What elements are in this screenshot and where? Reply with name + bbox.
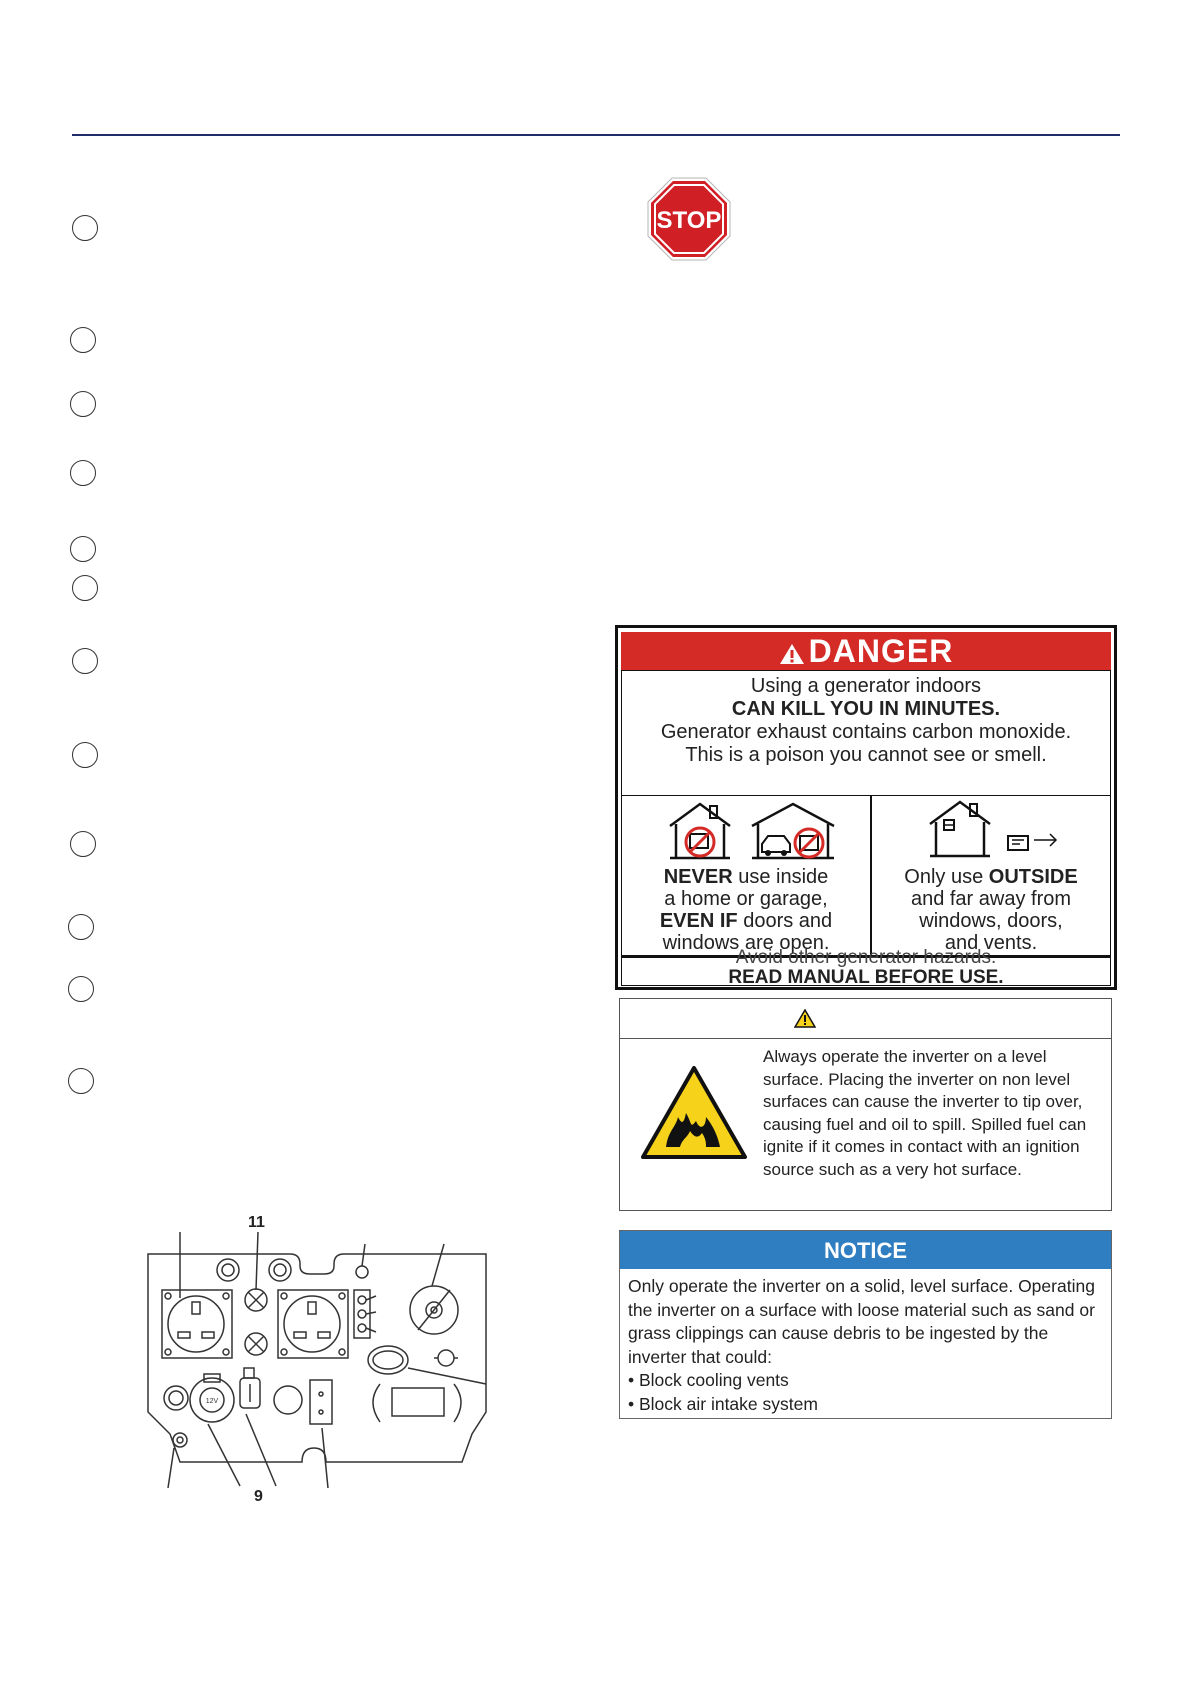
header-rule — [72, 134, 1120, 136]
danger-pictograms — [621, 796, 1111, 956]
danger-line-3: Generator exhaust contains carbon monoxide. — [660, 721, 1072, 743]
stop-text: STOP — [656, 207, 722, 234]
never-text — [622, 866, 870, 954]
outside-word: OUTSIDE — [988, 866, 1078, 888]
danger-line-2: CAN KILL YOU IN MINUTES. — [731, 698, 1001, 720]
danger-footer — [621, 947, 1111, 988]
step-circle-10 — [68, 914, 94, 940]
danger-intro — [621, 670, 1111, 796]
warning-label — [619, 998, 1112, 1211]
never-word: NEVER — [663, 866, 733, 888]
warning-triangle-icon — [779, 643, 805, 665]
warning-triangle-icon — [794, 1009, 816, 1028]
outside-line-2: and far away from — [910, 888, 1072, 910]
callout-9: 9 — [254, 1488, 263, 1505]
control-panel-diagram — [140, 1208, 510, 1508]
step-circle-6 — [72, 575, 98, 601]
danger-never-inside — [622, 796, 870, 955]
even-if-rest: doors and — [737, 910, 833, 932]
even-if-word: EVEN IF — [659, 910, 738, 932]
step-circle-5 — [70, 536, 96, 562]
danger-label — [615, 625, 1117, 990]
no-home-use-icon — [668, 800, 732, 860]
step-circle-7 — [72, 648, 98, 674]
callout-11: 11 — [248, 1214, 265, 1231]
step-circle-3 — [70, 391, 96, 417]
never-rest: use inside — [732, 866, 829, 888]
notice-body — [628, 1275, 1108, 1416]
step-circle-11 — [68, 976, 94, 1002]
danger-header — [621, 632, 1111, 670]
step-circle-9 — [70, 831, 96, 857]
svg-text:12V: 12V — [205, 1398, 219, 1405]
outside-text — [872, 866, 1110, 954]
step-circle-2 — [70, 327, 96, 353]
house-outline-icon — [928, 798, 992, 858]
outside-line-4: and vents. — [944, 932, 1038, 954]
stop-sign-icon — [647, 177, 731, 261]
never-line-4: windows are open. — [662, 932, 830, 954]
danger-header-text: DANGER — [808, 633, 954, 669]
control-panel-drawing — [140, 1208, 510, 1508]
notice-text: Only operate the inverter on a solid, level surface. Operating the inverter on a surface with loose material such as sand or grass clippings can cause debris to be ingested by the inverter that could: — [628, 1276, 1095, 1367]
danger-only-outside — [872, 796, 1110, 955]
step-circle-4 — [70, 460, 96, 486]
notice-label — [619, 1230, 1112, 1419]
danger-line-1: Using a generator indoors — [750, 675, 982, 697]
warning-header — [620, 999, 1111, 1039]
no-garage-use-icon — [750, 800, 836, 860]
step-circle-12 — [68, 1068, 94, 1094]
notice-bullet-2: • Block air intake system — [628, 1393, 818, 1414]
warning-text: Always operate the inverter on a level surface. Placing the inverter on non level surfaces can cause the inverter to tip over, causing fuel and oil to spill. Spilled fuel can ignite if it comes in contact with an ignition source such as a very hot surface. — [763, 1047, 1087, 1179]
danger-line-4: This is a poison you cannot see or smell. — [685, 744, 1047, 766]
danger-footer-line-2: READ MANUAL BEFORE USE. — [728, 967, 1004, 988]
generator-outside-icon — [1006, 830, 1062, 854]
outside-line-3: windows, doors, — [919, 910, 1063, 932]
step-circle-8 — [72, 742, 98, 768]
notice-bullet-1: • Block cooling vents — [628, 1370, 789, 1390]
danger-footer-line-1: Avoid other generator hazards. — [735, 947, 997, 968]
step-circle-1 — [72, 215, 98, 241]
fire-hazard-icon — [640, 1065, 748, 1161]
never-line-2: a home or garage, — [664, 888, 828, 910]
outside-prefix: Only use — [904, 866, 989, 888]
notice-header: NOTICE — [620, 1231, 1111, 1269]
